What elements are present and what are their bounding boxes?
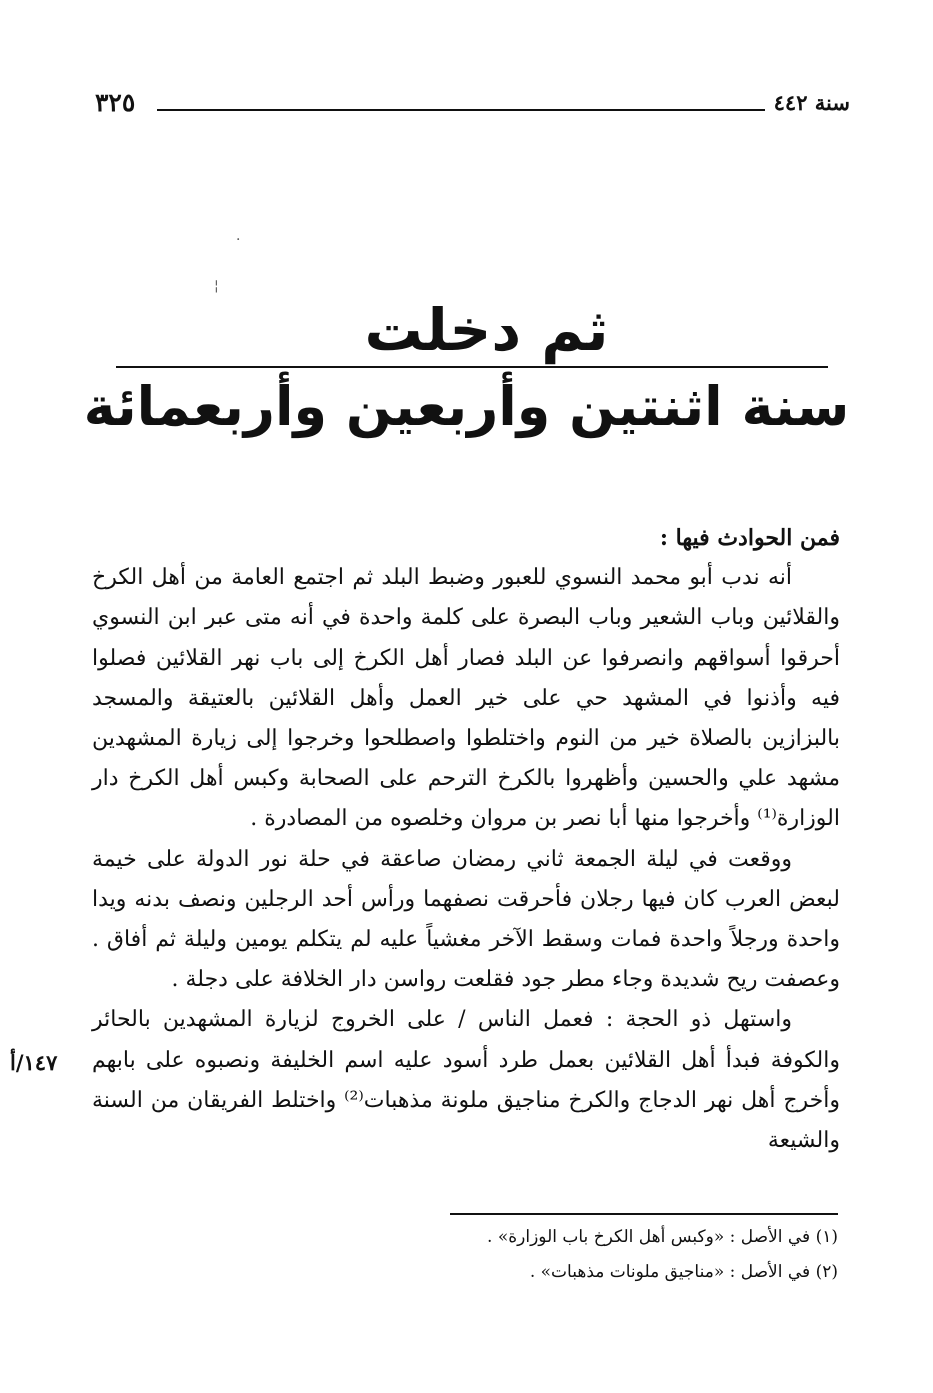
paragraph: ووقعت في ليلة الجمعة ثاني رمضان صاعقة في حلة نور الدولة على خيمة لبعض العرب كان فيها رجلان فأحرقت نصفهما ورأس أحد الرجلين ونصف بدنه ويدا واحدة ورجلاً واحدة فمات وسقط الآخر مغشياً عليه لم يتكلم يومين وليلة ثم أفاق . وعصفت ريح شديدة وجاء مطر جود فقلعت رواسن دار الخلافة على دجلة . [92, 846, 840, 993]
chapter-title-line2: سنة اثنتين وأربعين وأربعمائة [83, 375, 850, 438]
footnote-rule [450, 1213, 838, 1215]
scan-speck: ¦ [214, 278, 219, 294]
paragraph: واستهل ذو الحجة : فعمل الناس / على الخروج لزيارة المشهدين بالحائر والكوفة فبدأ أهل القلائين بعمل طرد أسود عليه اسم الخليفة ونصبوه على بابهم وأخرج أهل نهر الدجاج والكرخ مناجيق ملونة مذهبات⁽²⁾ واختلط الفريقان من السنة والشيعة [92, 1007, 841, 1154]
section-lead: فمن الحوادث فيها : [659, 525, 840, 551]
chapter-title-line1: ثم دخلت [364, 296, 609, 364]
scan-speck: · [236, 232, 241, 248]
paragraph: أنه ندب أبو محمد النسوي للعبور وضبط البلد ثم اجتمع العامة من أهل الكرخ والقلائين وباب الشعير وباب البصرة على كلمة واحدة في أنه متى عبر ابن النسوي أحرقوا أسواقهم وانصرفوا عن البلد فصار أهل الكرخ إلى باب نهر القلائين فصلوا فيه وأذنوا في المشهد حي على خير العمل وأهل القلائين بالعتيقة والمسجد بالبزازين بالصلاة خير من النوم واختلطوا واصطلحوا وخرجوا إلى زيارة المشهدين مشهد علي والحسين وأظهروا بالكرخ الترحم على الصحابة وكبس أهل الكرخ دار الوزارة⁽¹⁾ وأخرجوا منها أبا نصر بن مروان وخلصوه من المصادرة . [92, 565, 840, 832]
header-rule [157, 109, 765, 111]
page-number: ٣٢٥ [95, 88, 136, 117]
year-label: سنة ٤٤٢ [773, 90, 850, 115]
footnote: (٢) في الأصل : «مناجيق ملونات مذهبات» . [529, 1262, 838, 1282]
footnote: (١) في الأصل : «وكبس أهل الكرخ باب الوزارة» . [487, 1227, 838, 1247]
manuscript-folio-note: ١٤٧/أ [10, 1050, 58, 1075]
running-header [95, 88, 850, 120]
body-text [92, 518, 840, 1161]
